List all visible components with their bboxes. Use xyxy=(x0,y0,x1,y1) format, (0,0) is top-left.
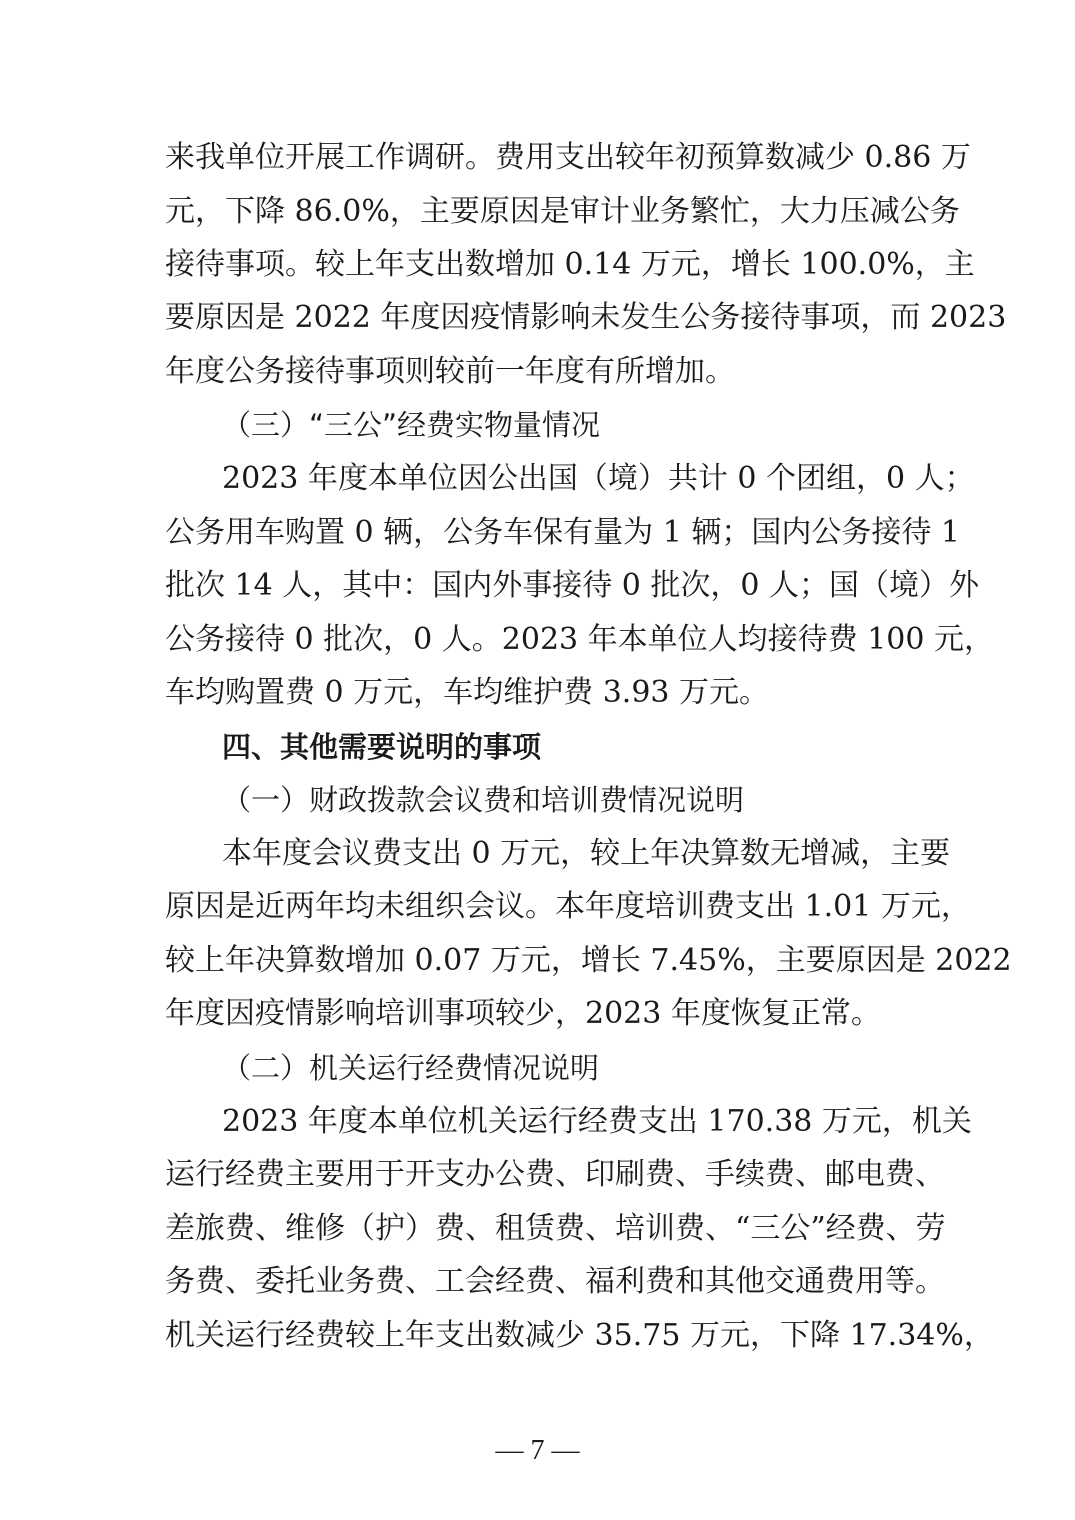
section-subheading: （三）“三公”经费实物量情况 xyxy=(222,408,601,442)
body-text-line: 原因是近两年均未组织会议。本年度培训费支出 1.01 万元， xyxy=(165,889,971,924)
body-text-line: 批次 14 人，其中：国内外事接待 0 批次，0 人；国（境）外 xyxy=(165,568,980,603)
body-text-line: 差旅费、维修（护）费、租赁费、培训费、“三公”经费、劳 xyxy=(165,1211,946,1246)
body-text-line: 运行经费主要用于开支办公费、印刷费、手续费、邮电费、 xyxy=(165,1157,945,1192)
body-text-line: 公务接待 0 批次，0 人。2023 年本单位人均接待费 100 元， xyxy=(165,622,994,657)
body-text-line: 来我单位开展工作调研。费用支出较年初预算数减少 0.86 万 xyxy=(165,140,971,175)
body-text-line: 务费、委托业务费、工会经费、福利费和其他交通费用等。 xyxy=(165,1264,945,1299)
body-text-line: 机关运行经费较上年支出数减少 35.75 万元，下降 17.34%， xyxy=(165,1318,994,1353)
body-text-line: 年度公务接待事项则较前一年度有所增加。 xyxy=(165,354,735,389)
body-text-line: 年度因疫情影响培训事项较少，2023 年度恢复正常。 xyxy=(165,996,881,1031)
section-heading: 四、其他需要说明的事项 xyxy=(222,730,542,764)
body-text-line: 较上年决算数增加 0.07 万元，增长 7.45%，主要原因是 2022 xyxy=(165,943,1012,978)
body-text-line: 接待事项。较上年支出数增加 0.14 万元，增长 100.0%，主 xyxy=(165,247,975,282)
paragraph-first-line: 2023 年度本单位因公出国（境）共计 0 个团组，0 人； xyxy=(222,461,975,496)
body-text-line: 车均购置费 0 万元，车均维护费 3.93 万元。 xyxy=(165,675,770,710)
section-subheading: （一）财政拨款会议费和培训费情况说明 xyxy=(222,783,745,817)
body-text-line: 公务用车购置 0 辆，公务车保有量为 1 辆；国内公务接待 1 xyxy=(165,515,960,550)
section-subheading: （二）机关运行经费情况说明 xyxy=(222,1051,600,1085)
paragraph-first-line: 2023 年度本单位机关运行经费支出 170.38 万元，机关 xyxy=(222,1104,972,1139)
body-text-line: 要原因是 2022 年度因疫情影响未发生公务接待事项，而 2023 xyxy=(165,300,1007,335)
page-number: — 7 — xyxy=(495,1435,580,1466)
paragraph-first-line: 本年度会议费支出 0 万元，较上年决算数无增减，主要 xyxy=(222,836,951,871)
body-text-line: 元，下降 86.0%，主要原因是审计业务繁忙，大力压减公务 xyxy=(165,194,960,229)
